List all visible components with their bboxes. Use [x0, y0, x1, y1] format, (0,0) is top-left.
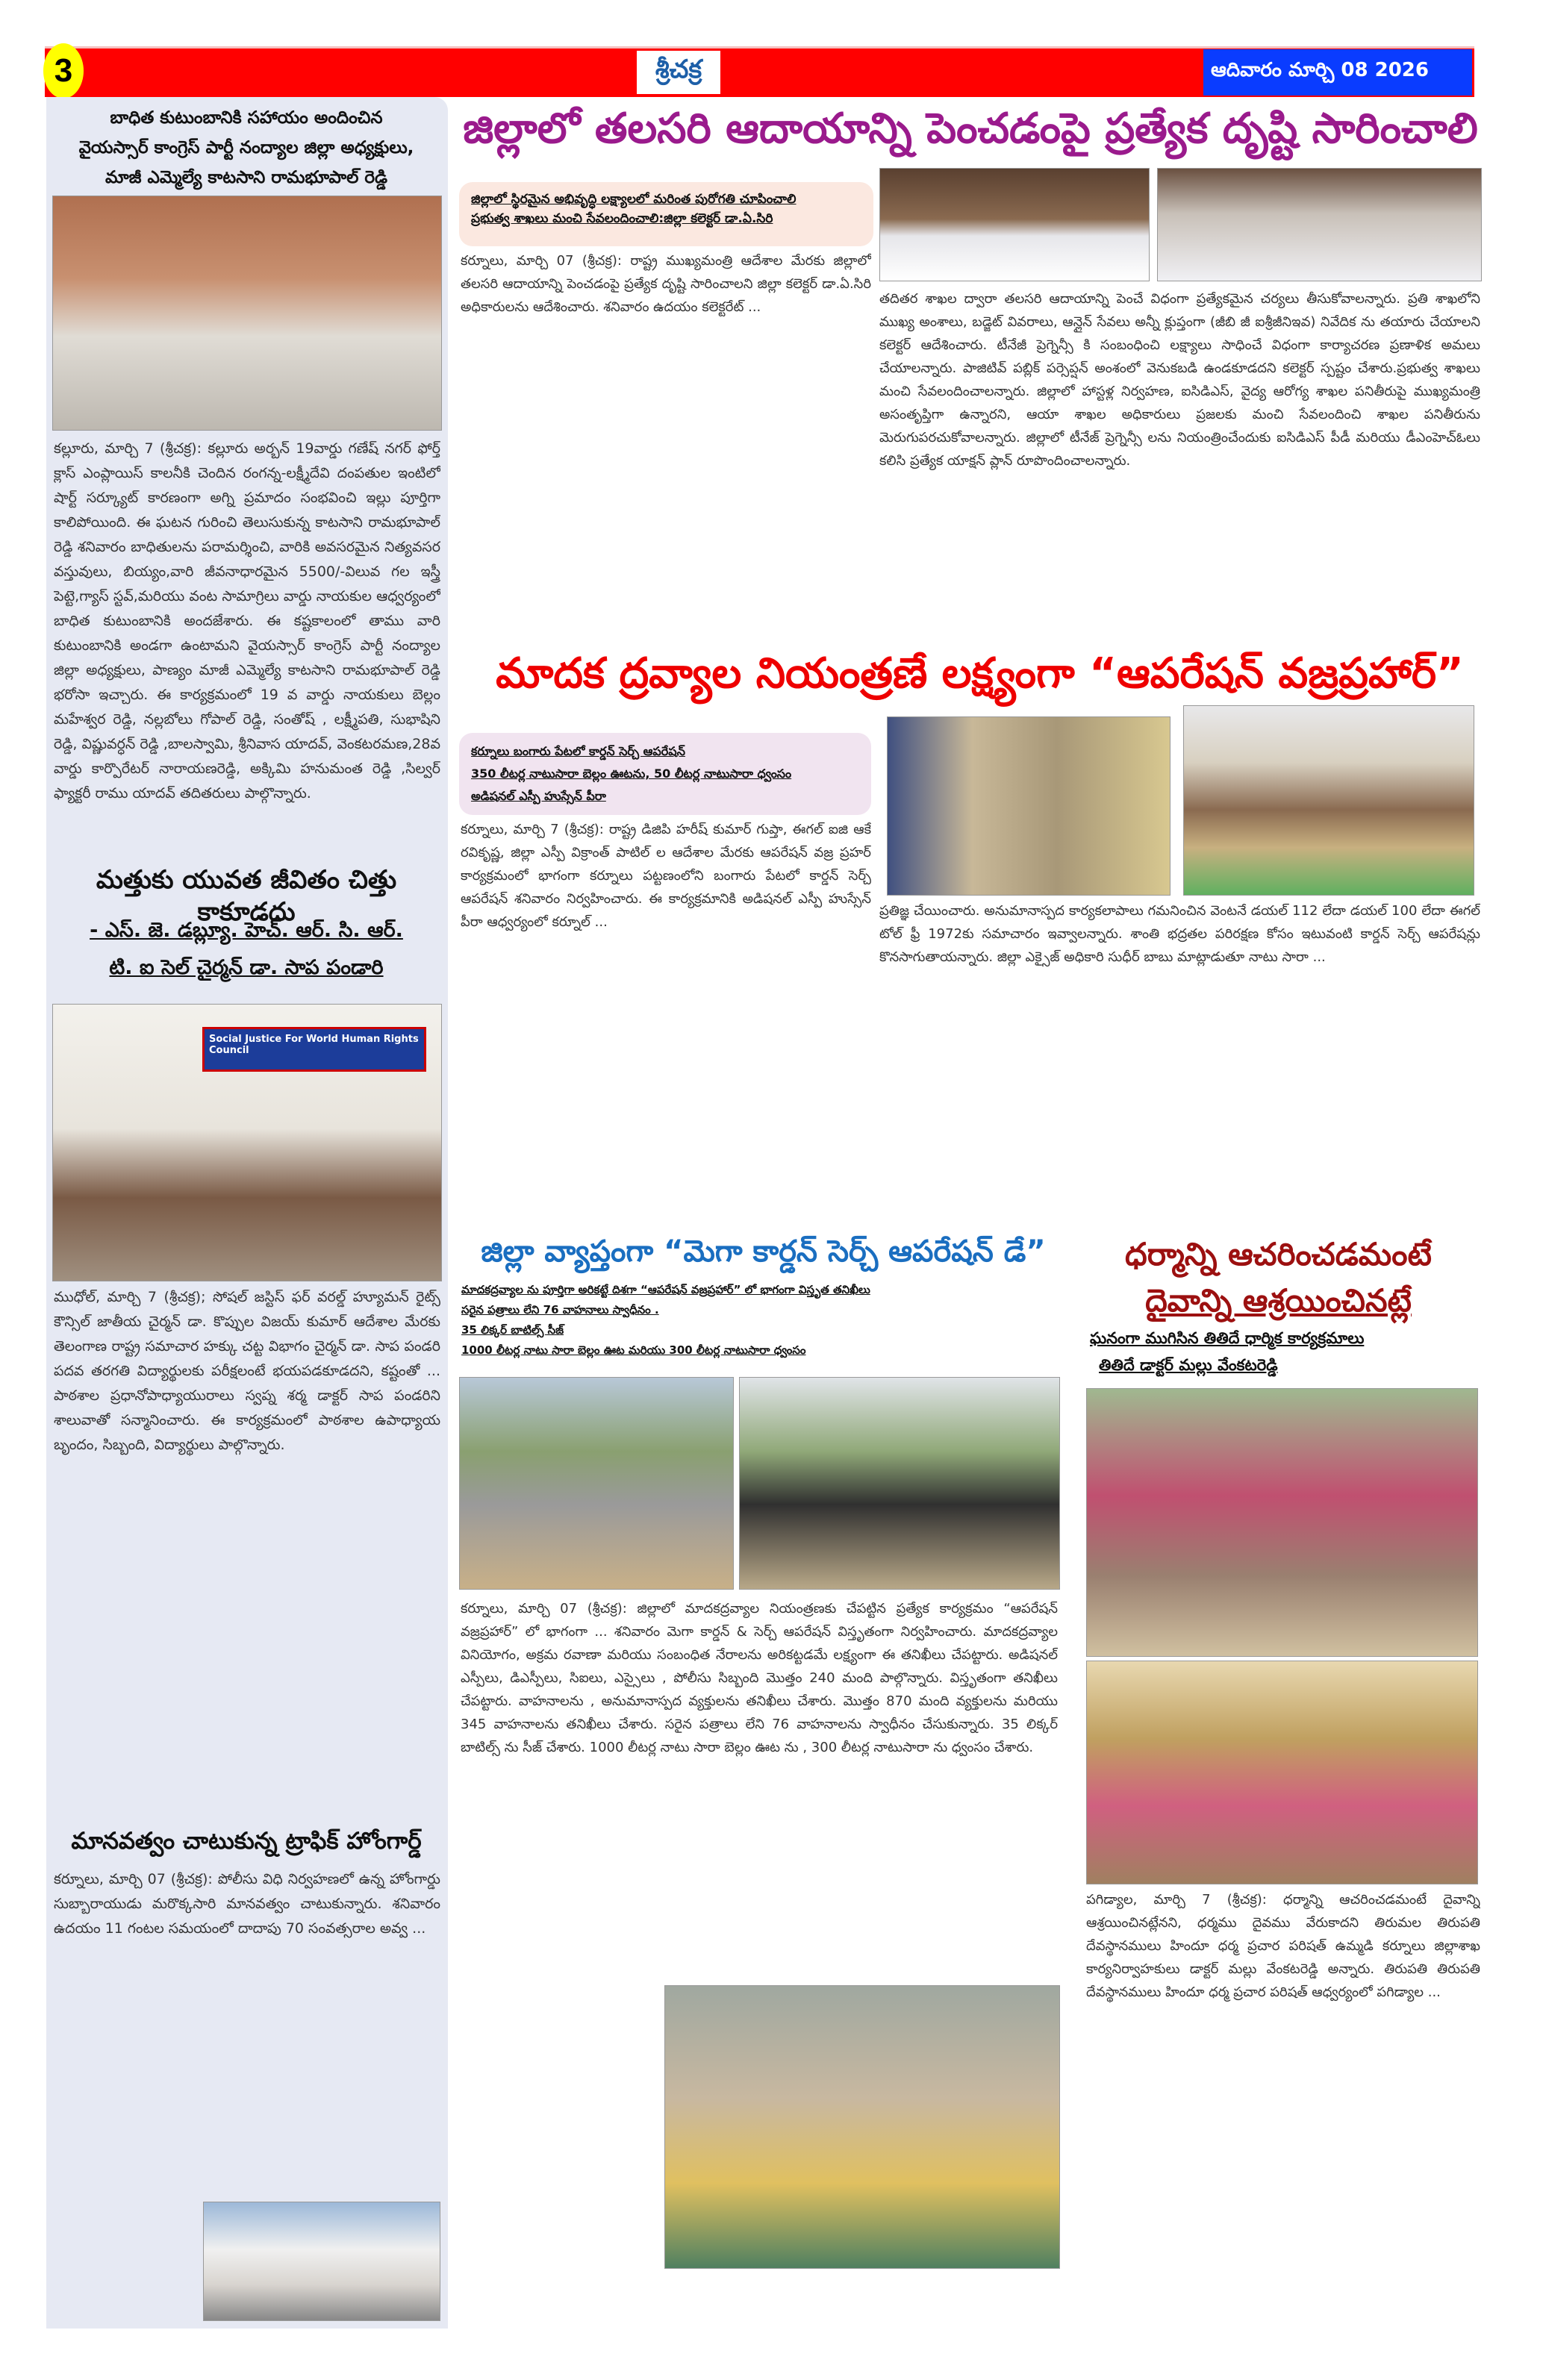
lead-headline: జిల్లాలో తలసరి ఆదాయాన్ని పెంచడంపై ప్రత్యేక దృష్టి సారించాలి [463, 104, 1478, 153]
photo-devotees-gathering [1086, 1661, 1478, 1884]
photo-police-search [887, 716, 1171, 896]
article-subhead [461, 1280, 1059, 1361]
article-headline: మత్తుకు యువత జీవితం చిత్తు కాకూడదు [96, 865, 397, 927]
subhead-line: కర్నూలు బంగారు పేటలో కార్డన్ సెర్చ్ ఆపరేషన్ [471, 744, 685, 758]
issue-date: ఆదివారం మార్చి 08 2026 [1203, 49, 1472, 96]
photo-seized-vehicles [739, 1377, 1060, 1590]
subhead-line: ప్రభుత్వ శాఖలు మంచి సేవలందించాలి:జిల్లా కలెక్టర్ డా.ఏ.సిరి [471, 211, 773, 227]
subhead-line: ఘనంగా ముగిసిన తితిదే ధార్మిక కార్యక్రమాలు [1090, 1329, 1365, 1347]
subhead-line: 35 లిక్కర్ బాటిల్స్ సీజ్ [461, 1323, 564, 1337]
subhead-line: 1000 లీటర్ల నాటు సారా బెల్లం ఊట మరియు 300 లీటర్ల నాటుసారా ధ్వంసం [461, 1343, 806, 1357]
subhead-line: సరైన పత్రాలు లేని 76 వాహనాలు స్వాధీనం . [461, 1303, 659, 1317]
photo-home-guard [203, 2202, 440, 2321]
section-headline: మాదక ద్రవ్యాల నియంత్రణే లక్ష్యంగా “ఆపరేషన్ వజ్రప్రహార్” [496, 649, 1464, 698]
headline-line: వైయస్సార్ కాంగ్రెస్ పార్టీ నంద్యాల జిల్లా అధ్యక్షులు, [78, 138, 414, 157]
subhead-line: అడిషనల్ ఎస్పీ హుస్సేన్ పీరా [471, 789, 606, 803]
photo-religious-ceremony [1086, 1388, 1478, 1657]
photo-relief-handover [52, 196, 442, 431]
article-body: కర్నూలు, మార్చి 07 (శ్రీచక్ర): రాష్ట్ర ముఖ్యమంత్రి ఆదేశాల మేరకు జిల్లాలో తలసరి ఆదాయాన్ని పెంచడంపై ప్రత్యేక దృష్టి సారించాలని జిల్లా కలెక్టర్ డా.ఏ.సిరి అధికారులను ఆదేశించారు. శనివారం ఉదయం కలెక్టరేట్ ... [461, 253, 871, 315]
photo-liquor-destruction [664, 1985, 1060, 2269]
photo-officials-meeting [1157, 168, 1482, 281]
article-subhead [459, 182, 873, 246]
article-subhead [459, 733, 871, 815]
photo-police-parade [459, 1377, 734, 1590]
photo-collector-meeting [879, 168, 1150, 281]
event-banner: Social Justice For World Human Rights Council [202, 1027, 426, 1072]
newspaper-logo: శ్రీచక్ర [637, 51, 720, 94]
headline-line: ధర్మాన్ని ఆచరించడమంటే [1125, 1236, 1432, 1272]
article-body: కల్లూరు, మార్చి 7 (శ్రీచక్ర): కల్లూరు అర్బన్ 19వార్డు గణేష్ నగర్ ఫోర్త్ క్లాస్ ఎంప్లాయిస్ కాలనీకి చెందిన రంగన్న-లక్ష్మీదేవి దంపతుల ఇంటిలో షార్ట్ సర్క్యూట్ కారణంగా అగ్ని ప్రమాదం సంభవించి ఇల్లు పూర్తిగా కాలిపోయింది. ఈ ఘటన గురించి తెలుసుకున్న కాటసాని రామభూపాల్ రెడ్డి శనివారం బాధితులను పరామర్శించి, వారికి అవసరమైన నిత్యవసర వస్తువులు, బియ్యం,వారి జీవనాధారమైన 5500/-విలువ గల ఇస్త్రీ పెట్టె,గ్యాస్ స్టవ్,మరియు వంట సామాగ్రిలు వార్డు నాయకుల ఆధ్వర్యంలో బాధిత కుటుంబానికి అందజేశారు. ఈ కష్టకాలంలో తాము వారి కుటుంబానికి అండగా ఉంటామని వైయస్సార్ కాంగ్రెస్ పార్టీ నంద్యాల జిల్లా అధ్యక్షులు, పాణ్యం మాజీ ఎమ్మెల్యే కాటసాని రామభూపాల్ రెడ్డి భరోసా ఇచ్చారు. ఈ కార్యక్రమంలో 19 వ వార్డు నాయకులు బెల్లం మహేశ్వర రెడ్డి, నల్లబోలు గోపాల్ రెడ్డి, సంతోష్ , లక్ష్మీపతి, సుభాషిని రెడ్డి, విష్ణువర్ధన్ రెడ్డి ,బాలస్వామి, శ్రీనివాస యాదవ్, వెంకటరమణ,28వ వార్డు కార్పొరేటర్ నారాయణరెడ్డి, అక్కిమి హనుమంత రెడ్డి ,సిల్వర్ ఫ్యాక్టరీ రాము యాదవ్ తదితరులు పాల్గొన్నారు. [54, 440, 440, 802]
section-headline [1075, 1231, 1482, 1324]
article-body: కర్నూలు, మార్చి 7 (శ్రీచక్ర): రాష్ట్ర డిజిపి హరీష్ కుమార్ గుప్తా, ఈగల్ ఐజి ఆకే రవికృష్ణ, జిల్లా ఎస్పీ విక్రాంత్ పాటిల్ ల ఆదేశాల మేరకు ఆపరేషన్ వజ్ర ప్రహర్ కార్యక్రమంలో భాగంగా కర్నూలు పట్టణంలోని బంగారు పేటలో కార్డన్ సెర్చ్ ఆపరేషన్ శనివారం నిర్వహించారు. ఈ కార్యక్రమానికి అడిషనల్ ఎస్పీ హుస్సేన్ పీరా ఆధ్వర్యంలో కర్నూల్ ... [461, 822, 871, 930]
subhead-line: 350 లీటర్ల నాటుసారా బెల్లం ఊటను, 50 లీటర్ల నాటుసారా ధ్వంసం [471, 766, 792, 781]
article-headline [52, 103, 440, 193]
article-subhead [56, 912, 437, 987]
subhead-line: - ఎస్. జె. డబ్ల్యూ. హెచ్. ఆర్. సి. ఆర్. [90, 919, 403, 942]
article-body: ప్రతిజ్ఞ చేయించారు. అనుమానాస్పద కార్యకలాపాలు గమనించిన వెంటనే డయల్ 112 లేదా డయల్ 100 లేదా ఈగల్ టోల్ ఫ్రీ 1972కు సమాచారం ఇవ్వాలన్నారు. శాంతి భద్రతల పరిరక్షణ కోసం ఇటువంటి కార్డన్ సెర్చ్ ఆపరేషన్లు కొనసాగుతాయన్నారు. జిల్లా ఎక్సైజ్ అధికారి సుధీర్ బాబు మాట్లాడుతూ నాటు సారా ... [879, 903, 1480, 965]
article-headline: మానవత్వం చాటుకున్న ట్రాఫిక్ హోంగార్డ్ [71, 1828, 422, 1855]
article-body: పగిడ్యాల, మార్చి 7 (శ్రీచక్ర): ధర్మాన్ని ఆచరించడమంటే దైవాన్ని ఆశ్రయించినట్లేనని, ధర్మము దైవము వేరుకాదని తిరుమల తిరుపతి దేవస్థానములు హిందూ ధర్మ ప్రచార పరిషత్ ఉమ్మడి కర్నూలు జిల్లాశాఖ కార్యనిర్వాహకులు డాక్టర్ మల్లు వేంకటరెడ్డి అన్నారు. తిరుపతి తిరుపతి దేవస్థానములు హిందూ ధర్మ ప్రచార పరిషత్ ఆధ్వర్యంలో పగిడ్యాల ... [1086, 1892, 1480, 2000]
headline-line: మాజీ ఎమ్మెల్యే కాటసాని రామభూపాల్ రెడ్డి [105, 168, 388, 187]
subhead-line: జిల్లాలో స్థిరమైన అభివృద్ధి లక్ష్యాలలో మరింత పురోగతి చూపించాలి [471, 192, 797, 207]
section-headline: జిల్లా వ్యాప్తంగా “మెగా కార్డన్ సెర్చ్ ఆపరేషన్ డే” [481, 1234, 1046, 1269]
headline-line: దైవాన్ని ఆశ్రయించినట్లే [1145, 1282, 1412, 1319]
article-body: కర్నూలు, మార్చి 07 (శ్రీచక్ర): పోలీసు విధి నిర్వహణలో ఉన్న హోంగార్డు సుబ్బారాయుడు మరొక్కసారి మానవత్వం చాటుకున్నారు. శనివారం ఉదయం 11 గంటల సమయంలో దాదాపు 70 సంవత్సరాల అవ్వ ... [54, 1871, 440, 1937]
headline-line: బాధిత కుటుంబానికి సహాయం అందించిన [110, 108, 383, 128]
subhead-line: టి. ఐ సెల్ చైర్మన్ డా. సాప పండారి [109, 956, 384, 979]
article-subhead [1090, 1325, 1478, 1378]
subhead-line: మాదకద్రవ్యాల ను పూర్తిగా అరికట్టే దిశగా “ఆపరేషన్ వజ్రప్రహార్” లో భాగంగా విస్తృత తనిఖీలు [461, 1283, 870, 1296]
subhead-line: తితిదే డాక్టర్ మల్లు వేంకటరెడ్డి [1099, 1356, 1278, 1374]
article-body: కర్నూలు, మార్చి 07 (శ్రీచక్ర): జిల్లాలో మాదకద్రవ్యాల నియంత్రణకు చేపట్టిన ప్రత్యేక కార్యక్రమం “ఆపరేషన్ వజ్రప్రహార్” లో భాగంగా ... శనివారం మెగా కార్డన్ & సెర్చ్ ఆపరేషన్ విస్తృతంగా నిర్వహించారు. మాదకద్రవ్యాల వినియోగం, అక్రమ రవాణా మరియు సంబంధిత నేరాలను అరికట్టడమే లక్ష్యంగా ఈ తనిఖీలు చేపట్టారు. అడిషనల్ ఎస్పీలు, డిఎస్పీలు, సిఐలు, ఎస్సైలు , పోలీసు సిబ్బంది మొత్తం 240 మంది పాల్గొన్నారు. విస్తృతంగా తనిఖీలు చేపట్టారు. వాహనాలను , అనుమానాస్పద వ్యక్తులను తనిఖీలు చేశారు. మొత్తం 870 మంది వ్యక్తులను మరియు 345 వాహనాలను తనిఖీలు చేశారు. సరైన పత్రాలు లేని 76 వాహనాలను స్వాధీనం చేసుకున్నారు. 35 లిక్కర్ బాటిల్స్ ను సీజ్ చేశారు. 1000 లీటర్ల నాటు సారా బెల్లం ఊట ను , 300 లీటర్ల నాటుసారా ను ధ్వంసం చేశారు. [461, 1601, 1058, 1755]
page-number: 3 [43, 43, 84, 99]
article-body: తదితర శాఖల ద్వారా తలసరి ఆదాయాన్ని పెంచే విధంగా ప్రత్యేకమైన చర్యలు తీసుకోవాలన్నారు. ప్రతి శాఖలోని ముఖ్య అంశాలు, బడ్జెట్ వివరాలు, ఆన్లైన్ సేవలు అన్నీ క్లుప్తంగా (జీబి జీ ఐశ్రీజీనిఇవ) నివేదిక ను తయారు చేయాలని కలెక్టర్ ఆదేశించారు. టీనేజీ ప్రెగ్నెన్సీ కి సంబంధించి లక్ష్యాలు సాధించే విధంగా కార్యాచరణ ప్రణాళిక అమలు చేయాలన్నారు. పాజిటివ్ పబ్లిక్ పర్సెప్షన్ అంశంలో వెనుకబడి ఉండకూడదని కలెక్టర్ స్పష్టం చేశారు.ప్రభుత్వ శాఖలు మంచి సేవలందించాలన్నారు. జిల్లాలో హాస్టళ్ల నిర్వహణ, ఐసిడిఎస్, వైద్య ఆరోగ్య శాఖల పనితీరుపై ముఖ్యమంత్రి అసంతృప్తిగా ఉన్నారని, ఆయా శాఖల అధికారులు ప్రజలకు మంచి సేవలందించి శాఖల పనితీరును మెరుగుపరచుకోవాలన్నారు. జిల్లాలో టీనేజ్ ప్రెగ్నెన్సీ లను నియంత్రించేందుకు ఐసిడిఎస్ పీడీ మరియు డీఎంహెచ్ఓలు కలిసి ప్రత్యేక యాక్షన్ ప్లాన్ రూపొందించాలన్నారు. [879, 291, 1480, 469]
photo-seized-liquor [1183, 705, 1474, 896]
photo-school-event [52, 1004, 442, 1281]
article-body: ముధోల్, మార్చి 7 (శ్రీచక్ర); సోషల్ జస్టిస్ ఫర్ వరల్డ్ హ్యూమన్ రైట్స్ కౌన్సిల్ జాతీయ చైర్మన్ డా. కొప్పుల విజయ్ కుమార్ ఆదేశాల మేరకు తెలంగాణ రాష్ట్ర సమాచార హక్కు చట్ట విభాగం చైర్మన్ డా. సాప పండరి పదవ తరగతి విద్యార్థులకు పరీక్షలంటే భయపడకూడదని, కష్టంతో ... పాఠశాల ప్రధానోపాధ్యాయురాలు స్వప్న శర్మ డాక్టర్ సాప పండరిని శాలువాతో సన్మానించారు. ఈ కార్యక్రమంలో పాఠశాల ఉపాధ్యాయ బృందం, సిబ్బంది, విద్యార్థులు పాల్గొన్నారు. [54, 1289, 440, 1453]
